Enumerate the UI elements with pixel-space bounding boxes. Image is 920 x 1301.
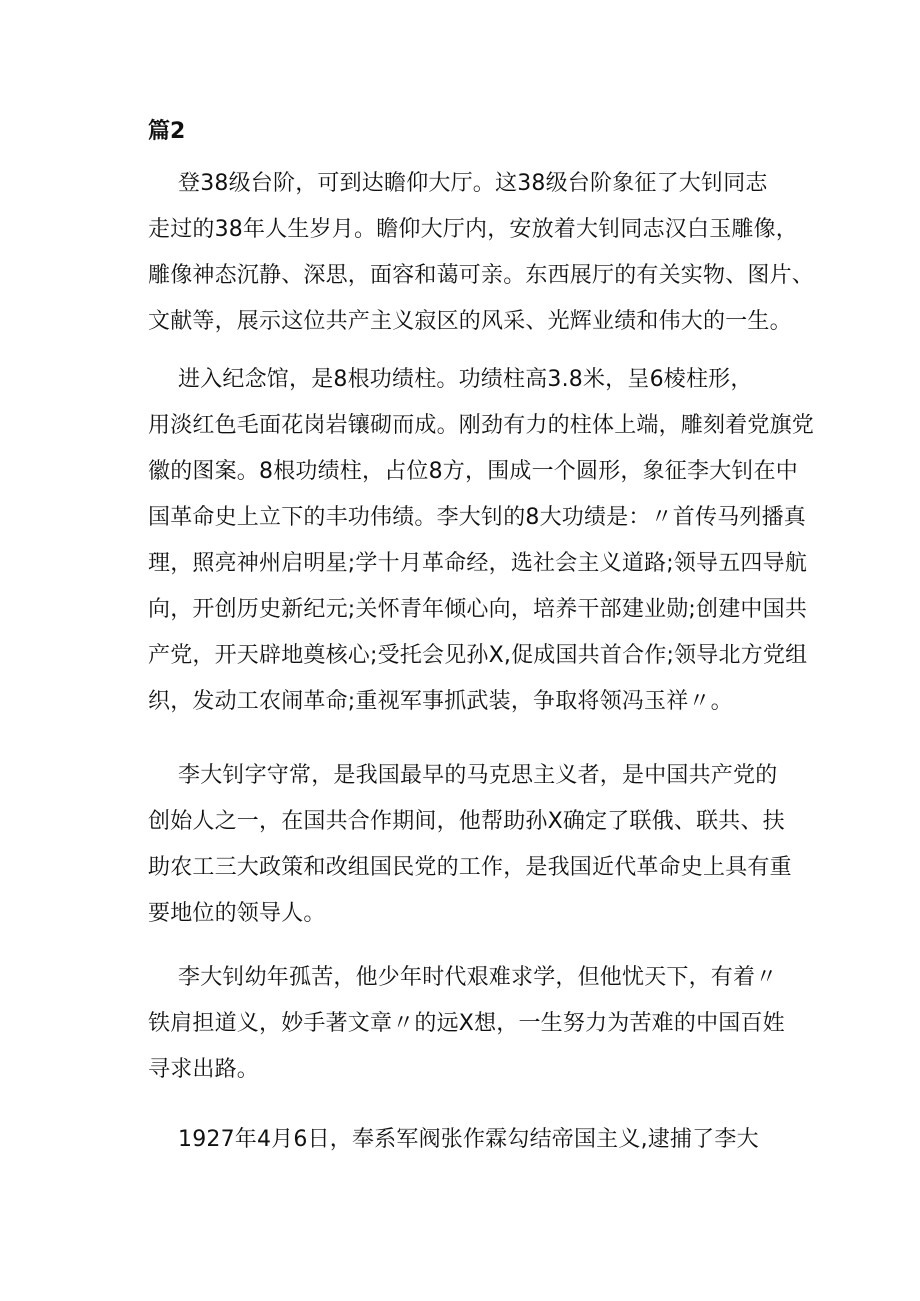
paragraph-3-line-3: 助农工三大政策和改组国民党的工作，是我国近代革命史上具有重 <box>148 855 792 880</box>
paragraph-4-line-1: 李大钊幼年孤苦，他少年时代艰难求学，但他忧天下，有着〃 <box>178 965 778 990</box>
paragraph-2-line-8: 织，发动工农闹革命;重视军事抓武装，争取将领冯玉祥〃。 <box>148 689 733 714</box>
paragraph-2-line-2: 用淡红色毛面花岗岩镶砌而成。刚劲有力的柱体上端，雕刻着党旗党 <box>148 413 815 438</box>
paragraph-3-line-2: 创始人之一，在国共合作期间，他帮助孙X确定了联俄、联共、扶 <box>148 809 785 834</box>
paragraph-1-line-1: 登38级台阶，可到达瞻仰大厅。这38级台阶象征了大钊同志 <box>178 171 768 196</box>
paragraph-2-line-5: 理，照亮神州启明星;学十月革命经，选社会主义道路;领导五四导航 <box>148 551 808 576</box>
section-heading: 篇2 <box>148 119 186 144</box>
paragraph-1-line-3: 雕像神态沉静、深思，面容和蔼可亲。东西展厅的有关实物、图片、 <box>148 263 815 288</box>
paragraph-2-line-4: 国革命史上立下的丰功伟绩。李大钊的8大功绩是：〃首传马列播真 <box>148 505 806 530</box>
paragraph-3-line-1: 李大钊字守常，是我国最早的马克思主义者，是中国共产党的 <box>178 763 778 788</box>
paragraph-2-line-3: 徽的图案。8根功绩柱，占位8方，围成一个圆形，象征李大钊在中 <box>148 459 798 484</box>
paragraph-4-line-2: 铁肩担道义，妙手著文章〃的远X想，一生努力为苦难的中国百姓 <box>148 1011 785 1036</box>
paragraph-2-line-1: 进入纪念馆，是8根功绩柱。功绩柱高3.8米，呈6棱柱形， <box>178 367 753 392</box>
paragraph-1-line-4: 文献等，展示这位共产主义寂区的风采、光辉业绩和伟大的一生。 <box>148 309 792 334</box>
paragraph-3-line-4: 要地位的领导人。 <box>148 901 326 926</box>
paragraph-1-line-2: 走过的38年人生岁月。瞻仰大厅内，安放着大钊同志汉白玉雕像， <box>148 217 798 242</box>
paragraph-4-line-3: 寻求出路。 <box>148 1057 260 1082</box>
paragraph-2-line-6: 向，开创历史新纪元;关怀青年倾心向，培养干部建业勋;创建中国共 <box>148 597 808 622</box>
paragraph-5-line-1: 1927年4月6日，奉系军阀张作霖勾结帝国主义,逮捕了李大 <box>178 1127 759 1152</box>
paragraph-2-line-7: 产党，开天辟地奠核心;受托会见孙X,促成国共首合作;领导北方党组 <box>148 643 808 668</box>
